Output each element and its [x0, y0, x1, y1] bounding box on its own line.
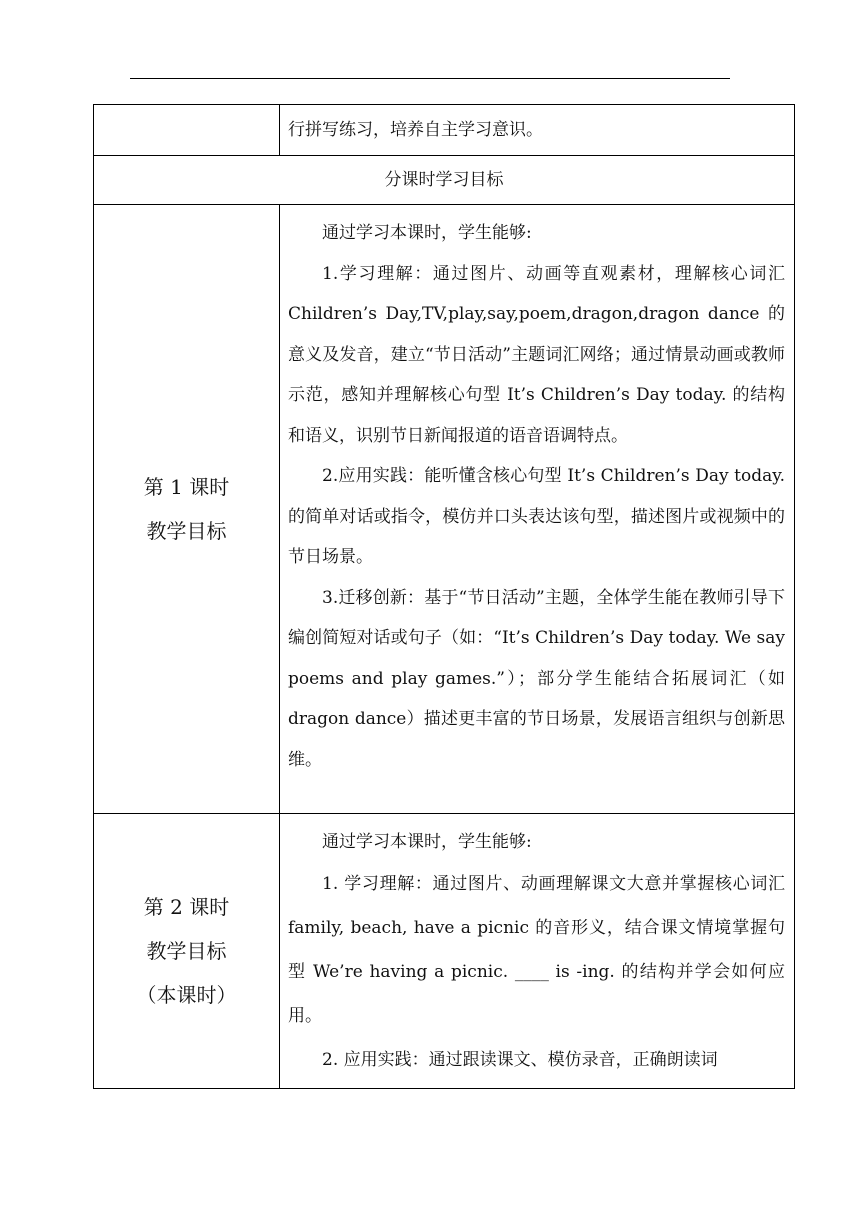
lesson2-intro: 通过学习本课时，学生能够: [322, 832, 532, 852]
lesson1-goals [280, 205, 795, 814]
lesson1-label-line2: 教学目标 [146, 519, 227, 543]
section-title-row [94, 156, 795, 205]
header-rule [130, 78, 730, 79]
section-title: 分课时学习目标 [94, 156, 795, 205]
lesson1-label-line1: 第 1 课时 [143, 475, 230, 499]
continuation-left-cell [94, 105, 280, 156]
continuation-text: 行拼写练习，培养自主学习意识。 [288, 120, 543, 140]
lesson1-intro: 通过学习本课时，学生能够: [322, 223, 532, 243]
lesson1-row [94, 205, 795, 814]
lesson1-label [94, 205, 280, 814]
lesson2-label-line3: （本课时） [136, 983, 237, 1007]
lesson2-row [94, 814, 795, 1089]
lesson-objectives-table [93, 104, 795, 1089]
lesson2-label-line1: 第 2 课时 [143, 895, 230, 919]
lesson2-label [94, 814, 280, 1089]
lesson2-label-line2: 教学目标 [146, 939, 227, 963]
lesson1-goal-practice: 2.应用实践：能听懂含核心句型 It’s Children’s Day today. 的简单对话或指令，模仿并口头表达该句型，描述图片或视频中的节日场景。 [288, 466, 785, 567]
lesson2-goal-understanding: 1. 学习理解：通过图片、动画理解课文大意并掌握核心词汇 family, beach, have a picnic 的音形义，结合课文情境掌握句型 We’re having a picnic. ____ is -ing. 的结构并学会如何应用。 [288, 874, 785, 1026]
lesson1-goal-understanding: 1.学习理解：通过图片、动画等直观素材，理解核心词汇 Children’s Day,TV,play,say,poem,dragon,dragon dance 的意义及发音，建立“节日活动”主题词汇网络；通过情景动画或教师示范，感知并理解核心句型 It’s Children’s Day today. 的结构和语义，识别节日新闻报道的语音语调特点。 [288, 263, 785, 446]
continuation-cell [280, 105, 795, 156]
lesson2-goal-practice: 2. 应用实践：通过跟读课文、模仿录音，正确朗读词 [322, 1050, 718, 1070]
lesson1-goal-creation: 3.迁移创新：基于“节日活动”主题，全体学生能在教师引导下编创简短对话或句子（如：“It’s Children’s Day today. We say poems and play games.”）；部分学生能结合拓展词汇（如 dragon dance）描述更丰富的节日场景，发展语言组织与创新思维。 [288, 587, 785, 770]
continuation-row [94, 105, 795, 156]
lesson2-goals [280, 814, 795, 1089]
